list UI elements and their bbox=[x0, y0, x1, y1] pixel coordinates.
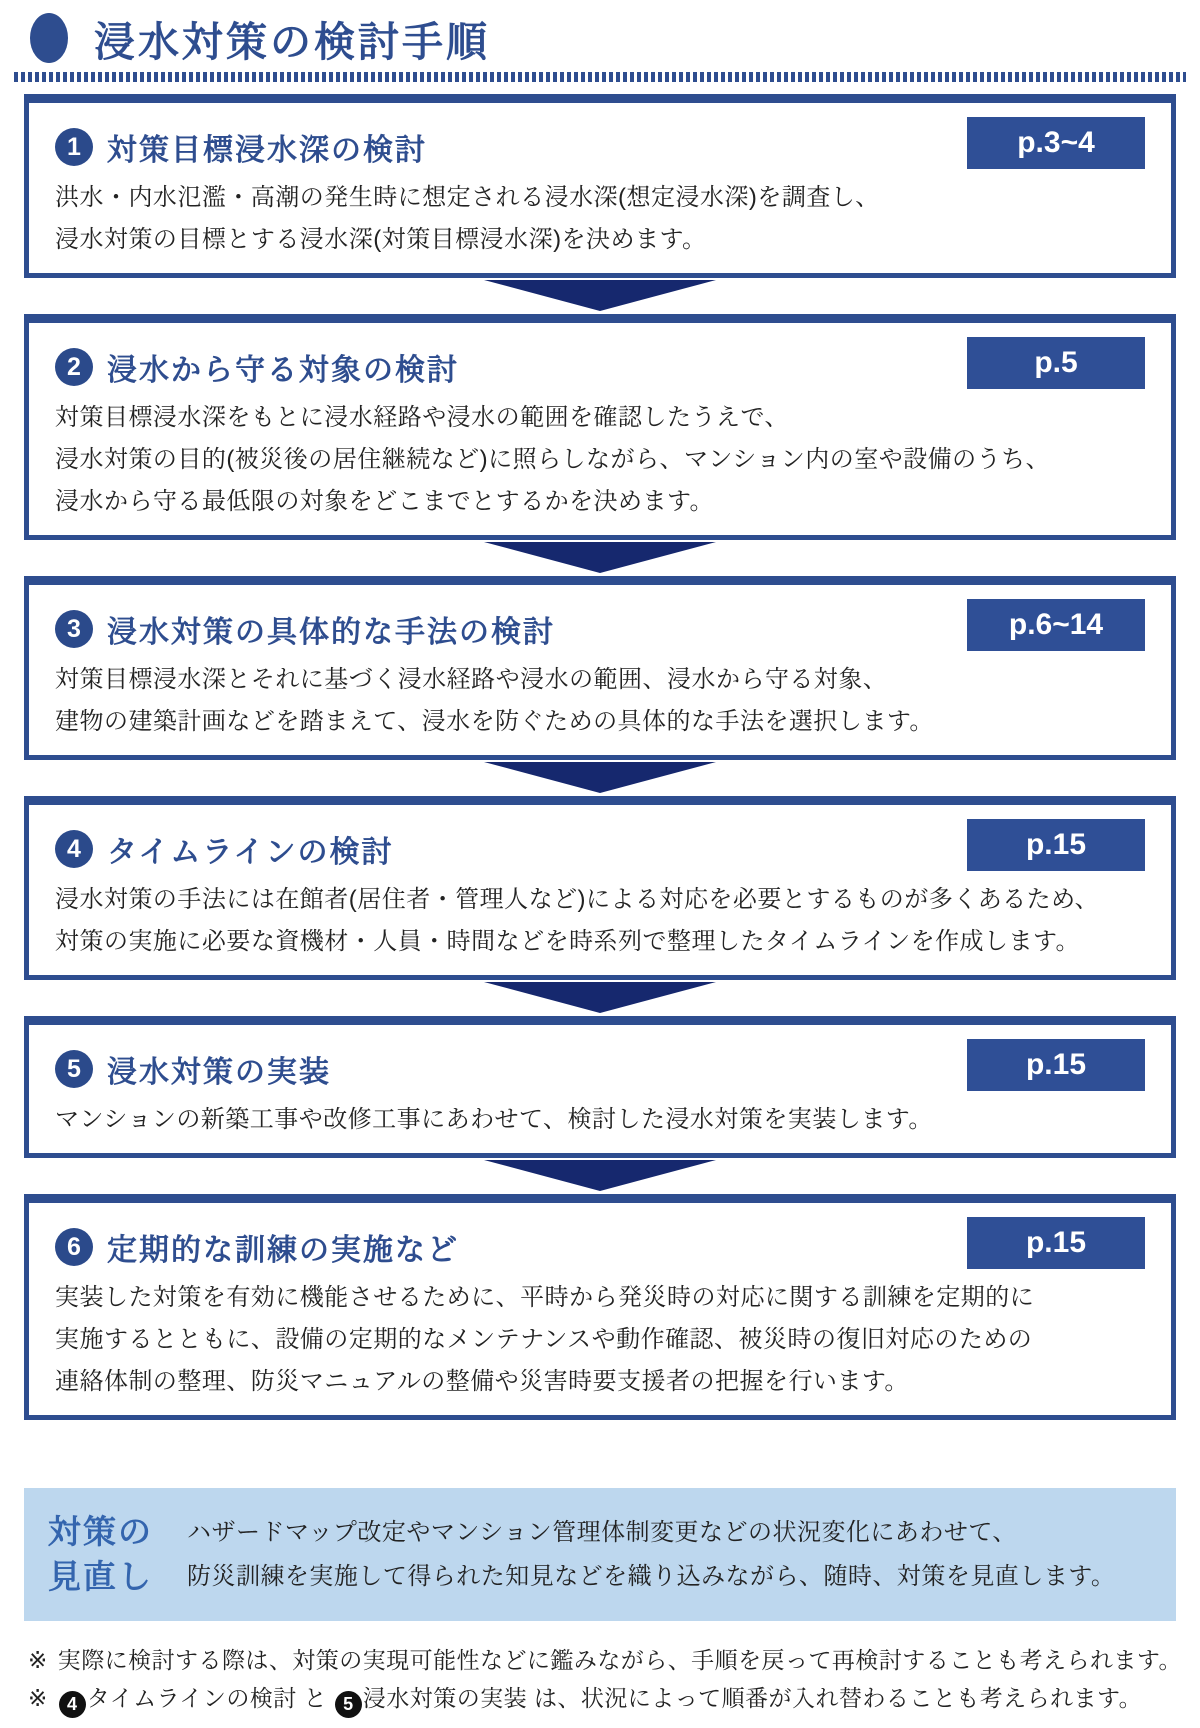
circled-4-icon: 4 bbox=[59, 1691, 86, 1718]
step-1-header bbox=[55, 115, 1157, 169]
step-3-number-badge: 3 bbox=[55, 610, 93, 648]
review-body-line: ハザードマップ改定やマンション管理体制変更などの状況変化にあわせて、 bbox=[187, 1518, 1017, 1546]
step-2-page-ref-badge: p.5 bbox=[967, 337, 1145, 389]
down-arrow-4 bbox=[14, 980, 1186, 1016]
reference-mark: ※ bbox=[28, 1647, 48, 1674]
step-box-1 bbox=[24, 94, 1176, 278]
step-1-body bbox=[55, 177, 1157, 261]
step-body-line: 建物の建築計画などを踏まえて、浸水を防ぐための具体的な手法を選択します。 bbox=[55, 708, 934, 735]
footnote-1-text: 実際に検討する際は、対策の実現可能性などに鑑みながら、手順を戻って再検討することも考えられます。 bbox=[57, 1647, 1182, 1674]
step-3-body bbox=[55, 659, 1157, 743]
step-body-line: 実装した対策を有効に機能させるために、平時から発災時の対応に関する訓練を定期的に bbox=[55, 1284, 1035, 1311]
step-3-heading: 浸水対策の具体的な手法の検討 bbox=[107, 616, 555, 649]
step-6-body bbox=[55, 1277, 1157, 1403]
step-body-line: 浸水対策の手法には在館者(居住者・管理人など)による対応を必要とするものが多くあるため、 bbox=[55, 886, 1100, 913]
step-body-line: 対策の実施に必要な資機材・人員・時間などを時系列で整理したタイムラインを作成します。 bbox=[55, 928, 1081, 955]
down-arrow-5 bbox=[14, 1158, 1186, 1194]
footnotes bbox=[28, 1641, 1182, 1718]
step-5-page-ref-badge: p.15 bbox=[967, 1039, 1145, 1091]
step-body-line: 対策目標浸水深とそれに基づく浸水経路や浸水の範囲、浸水から守る対象、 bbox=[55, 666, 888, 693]
step-3-page-ref-badge: p.6~14 bbox=[967, 599, 1145, 651]
step-4-page-ref-badge: p.15 bbox=[967, 819, 1145, 871]
step-4-header bbox=[55, 817, 1157, 871]
down-arrow-3 bbox=[14, 760, 1186, 796]
page-title: 浸水対策の検討手順 bbox=[94, 18, 490, 65]
step-body-line: 浸水から守る最低限の対象をどこまでとするかを決めます。 bbox=[55, 488, 715, 515]
step-1-heading: 対策目標浸水深の検討 bbox=[107, 134, 427, 167]
step-6-heading: 定期的な訓練の実施など bbox=[107, 1234, 459, 1267]
step-body-line: 浸水対策の目標とする浸水深(対策目標浸水深)を決めます。 bbox=[55, 226, 707, 253]
circled-5-icon: 5 bbox=[335, 1691, 362, 1718]
down-arrow-icon bbox=[484, 762, 716, 793]
down-arrow-2 bbox=[14, 540, 1186, 576]
step-body-line: 浸水対策の目的(被災後の居住継続など)に照らしながら、マンション内の室や設備のうち、 bbox=[55, 446, 1051, 473]
footnote-2-text-b: 浸水対策の実装 は、状況によって順番が入れ替わることも考えられます。 bbox=[362, 1685, 1143, 1712]
step-box-2 bbox=[24, 314, 1176, 540]
step-4-heading: タイムラインの検討 bbox=[107, 836, 394, 869]
step-box-6 bbox=[24, 1194, 1176, 1420]
down-arrow-icon bbox=[484, 280, 716, 311]
footnote-2-text-a: タイムラインの検討 と bbox=[86, 1685, 334, 1712]
step-box-3 bbox=[24, 576, 1176, 760]
down-arrow-icon bbox=[484, 1160, 716, 1191]
down-arrow-icon bbox=[484, 982, 716, 1013]
page-header bbox=[30, 10, 1186, 66]
footnote-2 bbox=[28, 1679, 1176, 1718]
footnote-1 bbox=[28, 1641, 1182, 1679]
step-body-line: 対策目標浸水深をもとに浸水経路や浸水の範囲を確認したうえで、 bbox=[55, 404, 789, 431]
step-2-number-badge: 2 bbox=[55, 348, 93, 386]
review-label bbox=[48, 1510, 153, 1599]
review-body bbox=[187, 1511, 1115, 1599]
step-body-line: 洪水・内水氾濫・高潮の発生時に想定される浸水深(想定浸水深)を調査し、 bbox=[55, 184, 880, 211]
review-label-line1: 対策の bbox=[48, 1513, 153, 1550]
step-1-number-badge: 1 bbox=[55, 128, 93, 166]
step-2-heading: 浸水から守る対象の検討 bbox=[107, 354, 459, 387]
reference-mark: ※ bbox=[28, 1685, 48, 1712]
step-box-4 bbox=[24, 796, 1176, 980]
step-5-header bbox=[55, 1037, 1157, 1091]
review-box bbox=[24, 1488, 1176, 1621]
review-label-line2: 見直し bbox=[48, 1557, 153, 1595]
step-6-number-badge: 6 bbox=[55, 1228, 93, 1266]
step-4-body bbox=[55, 879, 1157, 963]
step-6-page-ref-badge: p.15 bbox=[967, 1217, 1145, 1269]
title-bullet-icon bbox=[30, 13, 68, 63]
step-body-line: 連絡体制の整理、防災マニュアルの整備や災害時要支援者の把握を行います。 bbox=[55, 1368, 909, 1395]
step-body-line: マンションの新築工事や改修工事にあわせて、検討した浸水対策を実装します。 bbox=[55, 1106, 933, 1133]
step-body-line: 実施するとともに、設備の定期的なメンテナンスや動作確認、被災時の復旧対応のための bbox=[55, 1326, 1033, 1353]
step-3-header bbox=[55, 597, 1157, 651]
step-6-header bbox=[55, 1215, 1157, 1269]
step-box-5 bbox=[24, 1016, 1176, 1158]
review-body-line: 防災訓練を実施して得られた知見などを織り込みながら、随時、対策を見直します。 bbox=[187, 1562, 1116, 1590]
step-5-heading: 浸水対策の実装 bbox=[107, 1056, 331, 1089]
step-2-body bbox=[55, 397, 1157, 523]
step-1-page-ref-badge: p.3~4 bbox=[967, 117, 1145, 169]
step-4-number-badge: 4 bbox=[55, 830, 93, 868]
step-5-body bbox=[55, 1099, 1157, 1141]
step-5-number-badge: 5 bbox=[55, 1050, 93, 1088]
dotted-divider bbox=[14, 72, 1186, 82]
down-arrow-icon bbox=[484, 542, 716, 573]
step-2-header bbox=[55, 335, 1157, 389]
down-arrow-1 bbox=[14, 278, 1186, 314]
